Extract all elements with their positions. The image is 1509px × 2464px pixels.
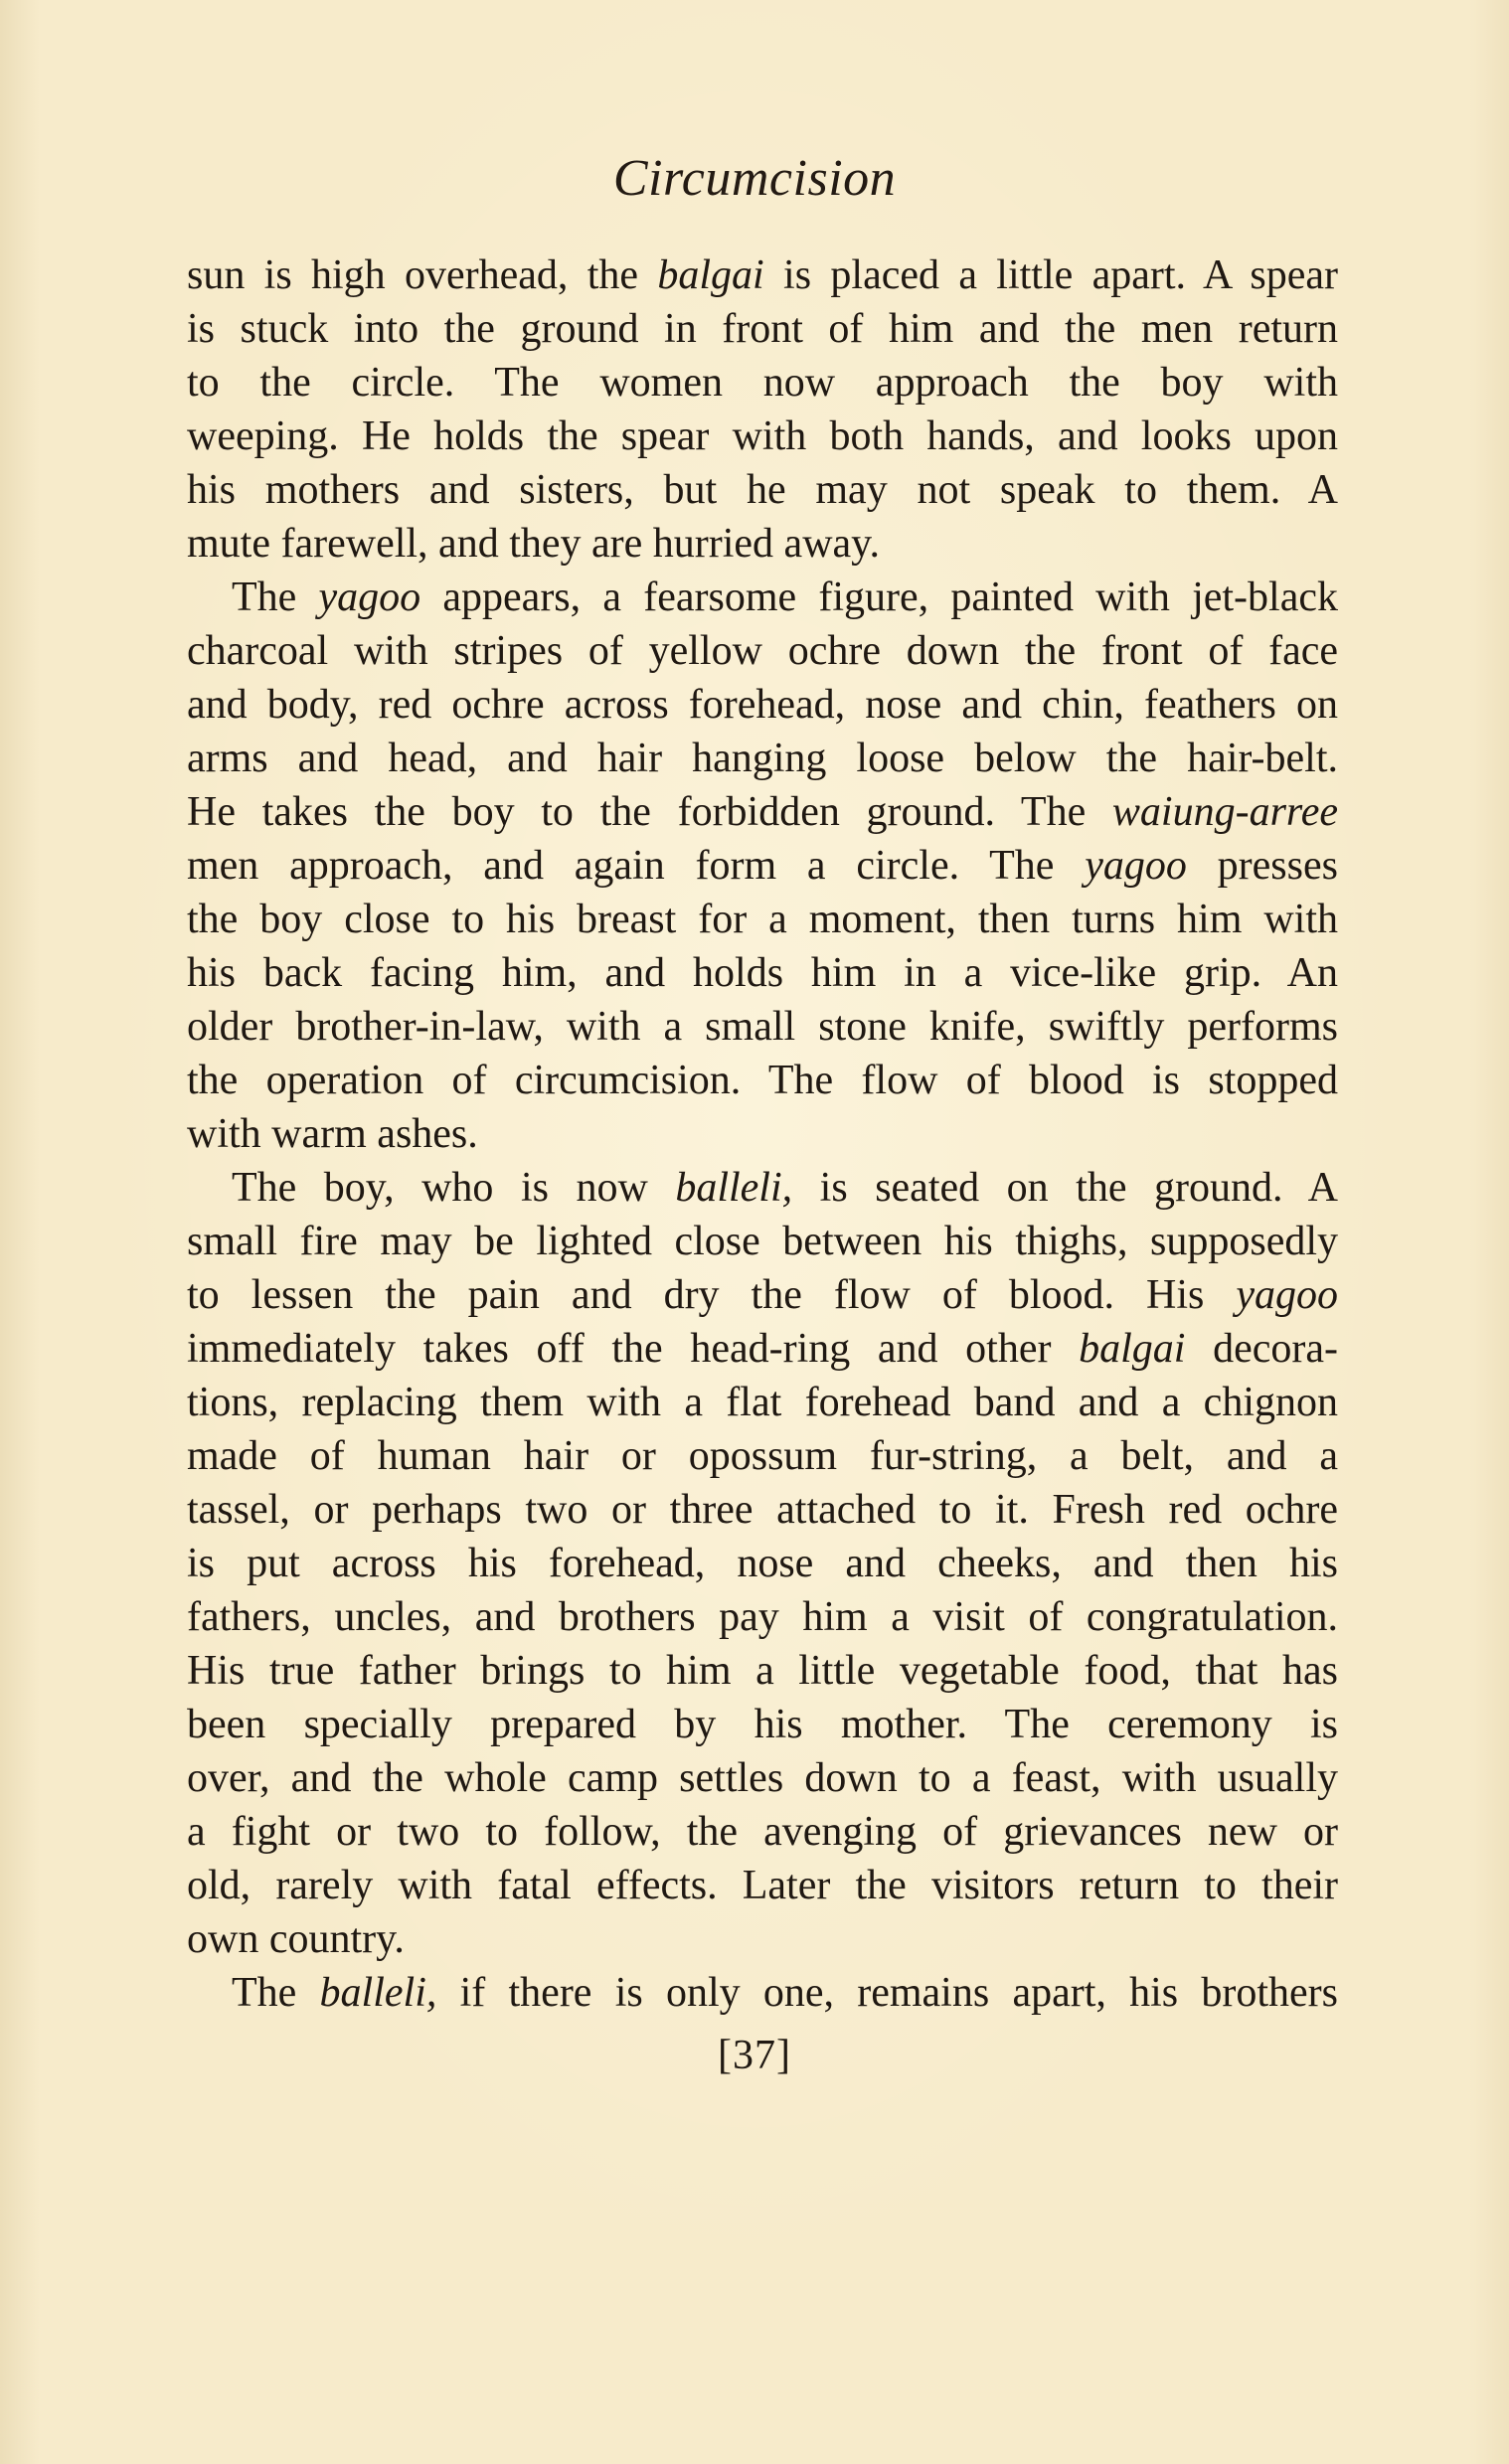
text-line <box>187 1590 1338 1644</box>
text-line <box>187 248 1338 302</box>
text-run: own country. <box>187 1916 405 1962</box>
text-line <box>187 1537 1338 1590</box>
text-run: immediately takes off the head-ring and other <box>187 1326 1080 1372</box>
italic-term: waiung-arree <box>1111 789 1338 835</box>
text-run: the operation of circumcision. The flow of blood is stopped <box>187 1058 1338 1103</box>
italic-term: yagoo <box>318 575 421 620</box>
text-line <box>187 893 1338 946</box>
text-run: fathers, uncles, and brothers pay him a visit of congratulation. <box>187 1594 1338 1640</box>
text-line <box>187 1215 1338 1268</box>
text-run: and body, red ochre across forehead, nose and chin, feathers on <box>187 682 1338 728</box>
text-run: old, rarely with fatal effects. Later the visitors return to their <box>187 1863 1338 1908</box>
text-line <box>187 1161 1338 1215</box>
text-line <box>187 1054 1338 1107</box>
text-run: The boy, who is now <box>232 1165 676 1211</box>
text-line <box>187 678 1338 732</box>
text-line <box>187 1912 1338 1966</box>
text-run: to the circle. The women now approach the boy with <box>187 360 1338 406</box>
italic-term: balleli, <box>675 1165 793 1211</box>
text-run: over, and the whole camp settles down to a feast, with usually <box>187 1755 1338 1801</box>
text-line <box>187 1483 1338 1537</box>
text-run: tions, replacing them with a flat forehead band and a chignon <box>187 1380 1338 1425</box>
running-head: Circumcision <box>612 150 897 207</box>
text-run: with warm ashes. <box>187 1111 478 1157</box>
text-line <box>187 839 1338 893</box>
text-line <box>187 517 1338 571</box>
text-run: sun is high overhead, the <box>187 252 658 298</box>
text-run: if there is only one, remains apart, his brothers <box>436 1970 1339 2016</box>
text-line <box>187 302 1338 356</box>
text-run: is seated on the ground. A <box>792 1165 1339 1211</box>
body-text <box>187 248 1338 2020</box>
italic-term: yagoo <box>1236 1272 1338 1318</box>
text-line <box>187 1644 1338 1698</box>
text-run: older brother-in-law, with a small stone knife, swiftly performs <box>187 1004 1338 1050</box>
text-line <box>187 463 1338 517</box>
text-run: mute farewell, and they are hurried away. <box>187 521 880 567</box>
text-run: arms and head, and hair hanging loose below the hair-belt. <box>187 736 1338 781</box>
text-line <box>187 1429 1338 1483</box>
text-run: He takes the boy to the forbidden ground. The <box>187 789 1112 835</box>
text-line <box>187 1859 1338 1912</box>
text-run: tassel, or perhaps two or three attached to it. Fresh red ochre <box>187 1487 1338 1533</box>
text-run: weeping. He holds the spear with both hands, and looks upon <box>187 413 1338 459</box>
text-line <box>187 624 1338 678</box>
text-run: is stuck into the ground in front of him and the men return <box>187 306 1338 352</box>
text-run: is put across his forehead, nose and cheeks, and then his <box>187 1541 1338 1586</box>
text-line <box>187 1107 1338 1161</box>
text-line <box>187 1966 1338 2020</box>
text-run: The <box>232 1970 320 2016</box>
text-run: charcoal with stripes of yellow ochre down the front of face <box>187 628 1338 674</box>
text-run: presses <box>1186 843 1338 889</box>
text-line <box>187 571 1338 624</box>
italic-term: balgai <box>1079 1326 1186 1372</box>
text-line <box>187 1751 1338 1805</box>
text-run: men approach, and again form a circle. The <box>187 843 1086 889</box>
text-run: His true father brings to him a little vegetable food, that has <box>187 1648 1338 1694</box>
text-line <box>187 785 1338 839</box>
page-number: [37] <box>718 2033 791 2078</box>
text-run: to lessen the pain and dry the flow of blood. His <box>187 1272 1237 1318</box>
italic-term: balgai <box>657 252 764 298</box>
text-line <box>187 1322 1338 1376</box>
text-run: is placed a little apart. A spear <box>763 252 1339 298</box>
text-run: his mothers and sisters, but he may not speak to them. A <box>187 467 1338 513</box>
text-line <box>187 732 1338 785</box>
text-run: small fire may be lighted close between his thighs, supposedly <box>187 1219 1338 1264</box>
text-run: the boy close to his breast for a moment, then turns him with <box>187 897 1338 942</box>
text-run: The <box>232 575 319 620</box>
text-run: a fight or two to follow, the avenging of grievances new or <box>187 1809 1338 1855</box>
text-run: his back facing him, and holds him in a vice-like grip. An <box>187 950 1338 996</box>
text-run: decora- <box>1185 1326 1338 1372</box>
text-line <box>187 1376 1338 1429</box>
text-run: been specially prepared by his mother. The ceremony is <box>187 1702 1338 1747</box>
text-line <box>187 1000 1338 1054</box>
italic-term: yagoo <box>1085 843 1187 889</box>
text-line <box>187 1698 1338 1751</box>
text-line <box>187 1268 1338 1322</box>
text-line <box>187 1805 1338 1859</box>
text-line <box>187 946 1338 1000</box>
italic-term: balleli, <box>319 1970 437 2016</box>
text-run: made of human hair or opossum fur-string, a belt, and a <box>187 1433 1338 1479</box>
text-line <box>187 356 1338 410</box>
text-run: appears, a fearsome figure, painted with jet-black <box>420 575 1338 620</box>
text-line <box>187 410 1338 463</box>
